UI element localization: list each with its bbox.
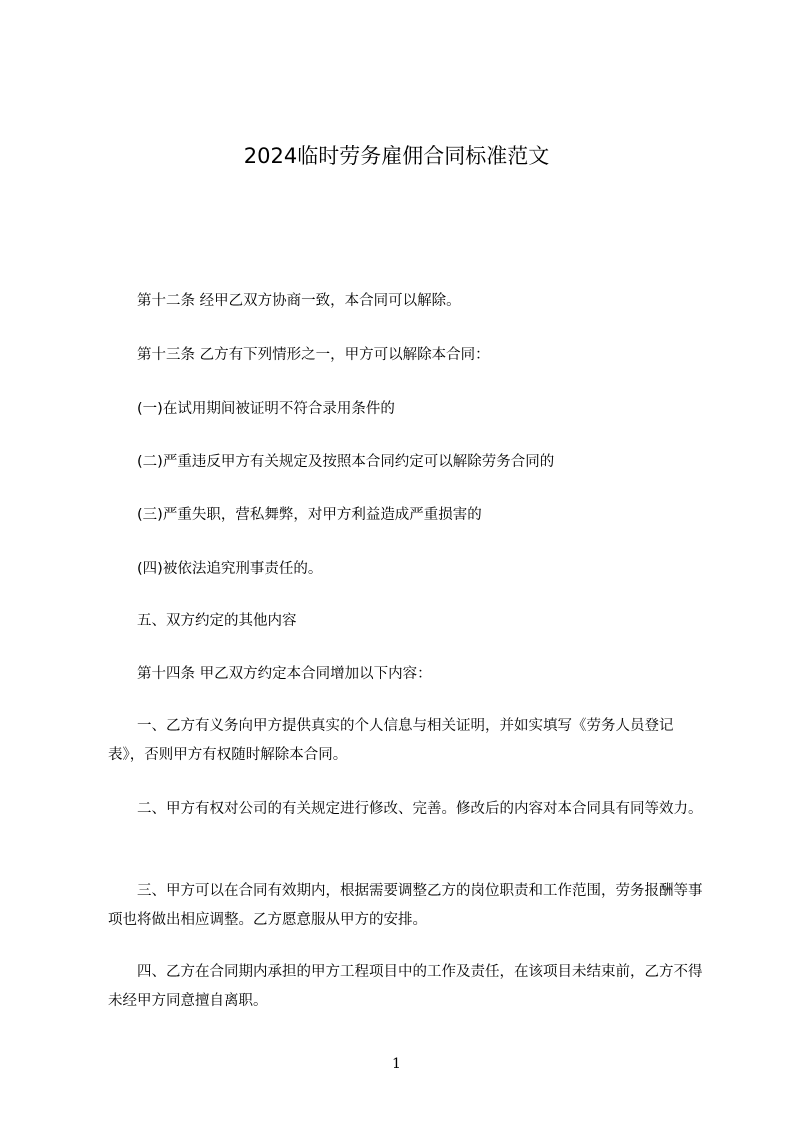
paragraph-item-3: (三)严重失职，营私舞弊，对甲方利益造成严重损害的 (137, 507, 482, 523)
paragraph-article-12: 第十二条 经甲乙双方协商一致，本合同可以解除。 (137, 293, 461, 309)
paragraph-item-4: (四)被依法追究刑事责任的。 (137, 561, 323, 577)
paragraph-item-2: (二)严重违反甲方有关规定及按照本合同约定可以解除劳务合同的 (137, 454, 555, 470)
paragraph-clause-1: 一、乙方有义务向甲方提供真实的个人信息与相关证明，并如实填写《劳务人员登记表》，否则甲方有权随时解除本合同。 (108, 718, 674, 763)
paragraph-clause-2: 二、甲方有权对公司的有关规定进行修改、完善。修改后的内容对本合同具有同等效力。 (137, 801, 703, 817)
paragraph-article-13: 第十三条 乙方有下列情形之一，甲方可以解除本合同： (137, 347, 490, 363)
paragraph-article-14: 第十四条 甲乙双方约定本合同增加以下内容： (137, 666, 432, 682)
paragraph-item-1: (一)在试用期间被证明不符合录用条件的 (137, 401, 395, 417)
paragraph-clause-4: 四、乙方在合同期内承担的甲方工程项目中的工作及责任，在该项目未结束前，乙方不得未经甲方同意擅自离职。 (108, 964, 703, 1009)
paragraph-clause-3: 三、甲方可以在合同有效期内，根据需要调整乙方的岗位职责和工作范围，劳务报酬等事项也将做出相应调整。乙方愿意服从甲方的安排。 (108, 883, 703, 928)
section-heading-5: 五、双方约定的其他内容 (137, 613, 297, 629)
document-title: 2024临时劳务雇佣合同标准范文 (243, 144, 550, 168)
page-number: 1 (392, 1056, 401, 1072)
